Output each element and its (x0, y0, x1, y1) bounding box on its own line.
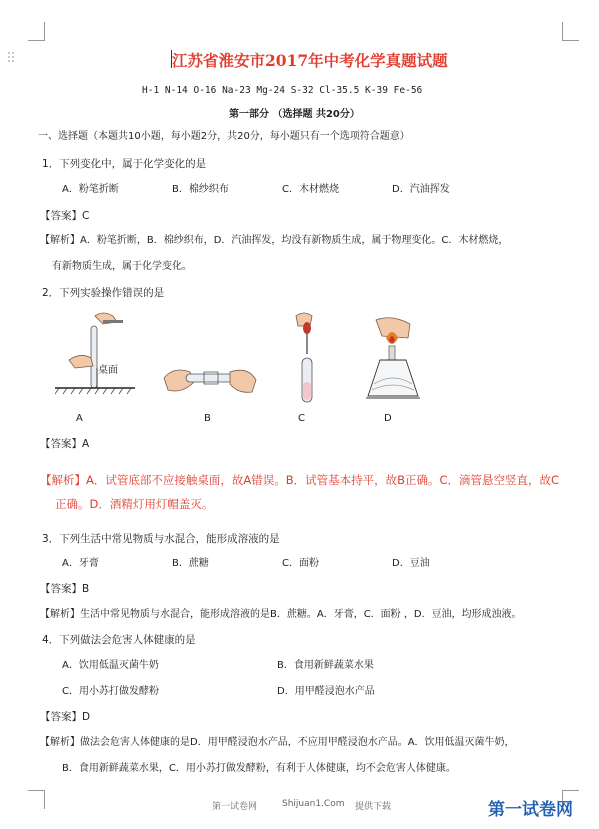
question-4-option-a: A．饮用低温灭菌牛奶 (62, 660, 159, 671)
crop-mark-top-right (562, 22, 579, 41)
question-2-analysis-line-1: 【解析】A．试管底部不应接触桌面，故A错误。B．试管基本持平，故B正确。C．滴管悬空竖直，故C (40, 473, 560, 487)
question-1-analysis-line-1: 【解析】A．粉笔折断，B．棉纱织布，D．汽油挥发，均没有新物质生成，属于物理变化。C．木材燃烧， (40, 235, 509, 246)
figure-b-horizontal-tube (160, 360, 260, 406)
question-4-option-d: D．用甲醛浸泡水产品 (277, 686, 375, 697)
figure-label-c: C (298, 413, 305, 424)
section-heading: 一、选择题（本题共10小题，每小题2分，共20分，每小题只有一个选项符合题意） (38, 131, 410, 142)
question-3-option-a: A．牙膏 (62, 558, 99, 569)
question-4-analysis-line-2: B．食用新鲜蔬菜水果，C．用小苏打做发酵粉，有利于人体健康，均不会危害人体健康。 (62, 763, 456, 774)
question-1-option-a: A．粉笔折断 (62, 184, 119, 195)
question-3-stem: 3．下列生活中常见物质与水混合，能形成溶液的是 (42, 533, 280, 545)
figure-label-d: D (384, 413, 392, 424)
part-heading: 第一部分 （选择题 共20分） (229, 109, 360, 120)
drag-handle-icon[interactable] (8, 52, 16, 66)
crop-mark-bottom-left (28, 790, 45, 809)
question-2-answer: 【答案】A (40, 438, 90, 450)
question-4-answer: 【答案】D (40, 711, 91, 723)
figure-c-dropper-over-tube (290, 310, 330, 406)
question-4-stem: 4．下列做法会危害人体健康的是 (42, 634, 196, 646)
question-4-analysis-line-1: 【解析】做法会危害人体健康的是D．用甲醛浸泡水产品，不应用甲醛浸泡水产品。A．饮用低温灭菌牛奶， (40, 737, 515, 748)
question-3-option-b: B．蔗糖 (172, 558, 209, 569)
question-3-option-d: D．豆油 (392, 558, 430, 569)
question-2-analysis-line-2: 正确。D．酒精灯用灯帽盖灭。 (55, 497, 214, 511)
question-3-analysis-line-1: 【解析】生活中常见物质与水混合，能形成溶液的是B．蔗糖。A．牙膏，C．面粉 ，D．豆油，均形成浊液。 (40, 609, 522, 620)
crop-mark-top-left (28, 22, 45, 41)
question-2-stem: 2．下列实验操作错误的是 (42, 287, 165, 299)
question-4-option-c: C．用小苏打做发酵粉 (62, 686, 159, 697)
footer-site-name: 第一试卷网 (212, 802, 258, 812)
brand-logo-text: 第一试卷网 (488, 800, 573, 820)
figure-a-table-label: 桌面 (98, 365, 118, 376)
figure-label-b: B (204, 413, 211, 424)
figure-label-a: A (76, 413, 83, 424)
question-1-answer: 【答案】C (40, 210, 90, 222)
question-1-option-b: B．棉纱织布 (172, 184, 229, 195)
footer-site-url[interactable]: Shijuan1.Com (282, 799, 345, 809)
question-4-option-b: B．食用新鲜蔬菜水果 (277, 660, 374, 671)
question-1-stem: 1．下列变化中，属于化学变化的是 (42, 158, 207, 170)
question-1-analysis-line-2: 有新物质生成，属于化学变化。 (52, 261, 192, 272)
question-1-option-c: C．木材燃烧 (282, 184, 339, 195)
figure-a-test-tube-on-table (55, 308, 145, 408)
question-3-answer: 【答案】B (40, 583, 90, 595)
document-title: 江苏省淮安市2017年中考化学真题试题 (172, 51, 448, 70)
atomic-masses: H-1 N-14 O-16 Na-23 Mg-24 S-32 Cl-35.5 K-39 Fe-56 (142, 85, 423, 96)
figure-d-alcohol-lamp (358, 316, 428, 408)
question-3-option-c: C．面粉 (282, 558, 319, 569)
footer-download-note: 提供下载 (355, 802, 392, 812)
question-1-option-d: D．汽油挥发 (392, 184, 450, 195)
